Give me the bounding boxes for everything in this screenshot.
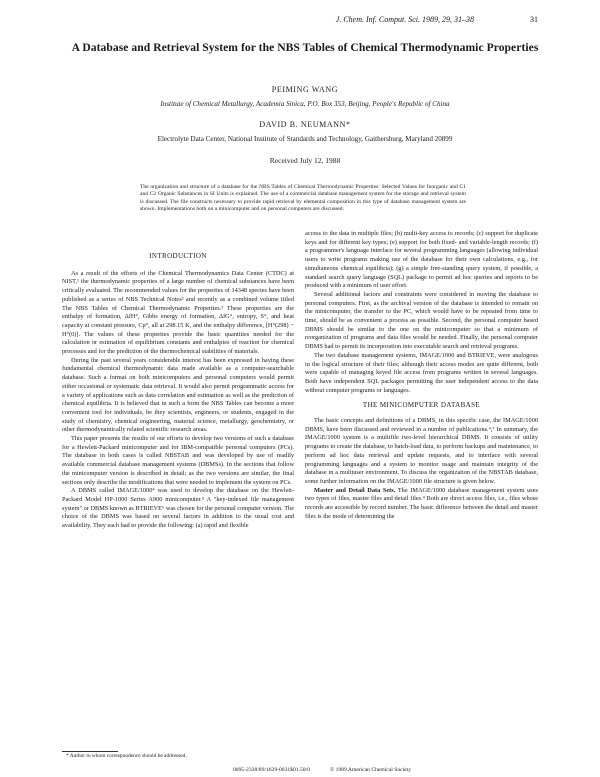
paragraph: As a result of the efforts of the Chemical Thermodynamics Data Center (CTDC) at NIST,¹ the thermodynamic properties of a large number of chemical substances have been critically evaluated. The recommended values for the properties of 14348 species have been published as a series of NBS Technical Notes² and recently as a combined volume titled The NBS Tables of Chemical Thermodynamic Properties.³ These properties are the enthalpy of formation, ΔfH°, Gibbs energy of formation, ΔfG°, entropy, S°, and heat capacity at constant pressure, Cp°, all at 298.15 K, and the enthalpy difference, [H°(298) − H°(0)]. The values of these properties provide the basic quantities needed for the calculation or estimation of equilibrium constants and enthalpies of reaction for chemical processes and for the prediction of the thermochemical stabilities of materials. — [62, 269, 294, 356]
left-column — [62, 240, 294, 531]
paragraph: This paper presents the results of our efforts to develop two versions of such a database for a Hewlett-Packard minicomputer and for IBM-compatible personal computers (PCs). The database in both cases is called NBSTAB and was developed by use of readily available commercial database management systems (DBMSs). In the sections that follow the minicomputer version is described in detail; as the two versions are similar, the final sections only describe the modifications that were needed to implement the system on PCs. — [62, 435, 294, 486]
article-title: A Database and Retrieval System for the NBS Tables of Chemical Thermodynamic Properties — [71, 41, 539, 54]
page-footer — [0, 767, 600, 777]
copyright: © 1989 American Chemical Society — [330, 767, 411, 773]
paragraph: access to the data in multiple files; (b) multi-key access to records; (c) support for duplicate keys and for different key types; (e) support for both fixed- and variable-length records; (f) a programmer's language interface for several programming languages (allowing individual users to write programs making use of the database for their own calculations, e.g., for simultaneous chemical equilibria); (g) a simple free-standing query system, if possible, a standard search query language (SQL) package to permit ad hoc queries and reports to be produced with a minimum of user effort. — [305, 230, 538, 290]
author-name: DAVID B. NEUMANN* — [259, 120, 351, 129]
paragraph-text: The IMAGE/1000 database management system uses two types of files, master files and detail files.⁴ Both are direct access files, i.e., files whose records are accessible by record number. The basic difference between the detail and master files is the mode of determining the — [305, 486, 538, 520]
footnote-rule — [62, 751, 118, 752]
abstract: The organization and structure of a database for the NBS Tables of Chemical Thermodynamic Properties: Selected Values for Inorganic and C1 and C2 Organic Substances in SI Units is explained. The use of a commercial database management system for the storage and retrieval system is discussed. The file constructs necessary to provide rapid retrieval by elemental composition in this type of database management system are shown. Implementations both on a minicomputer and on personal computers are discussed. — [140, 184, 466, 212]
paragraph: During the past several years considerable interest has been expressed in having these fundamental chemical thermodynamic data made available as a computer-searchable database. Such a format on both minicomputers and personal computers would permit either occasional or systematic data retrieval. It would also permit programmatic access for a variety of applications such as data correlation and estimation as well as the prediction of chemical equilibria. It is believed that in such a form the NBS Tables can become a more convenient tool for individuals, be they scientists, engineers, or students, engaged in the study of chemistry, chemical engineering, material science, metallurgy, geochemistry, or other thermodynamically related scientific research areas. — [62, 356, 294, 434]
page-number: 31 — [530, 15, 538, 24]
author-affiliation: Electrolyte Data Center, National Institute of Standards and Technology, Gaithersburg, Maryland 20899 — [157, 135, 453, 143]
article-code: 0095-2338/89/1629-0031$01.50/0 — [233, 767, 310, 773]
author-affiliation: Institute of Chemical Metallurgy, Academia Sinica, P.O. Box 353, Beijing, People's Republic of China — [160, 100, 450, 108]
paragraph: The two database management systems, IMAGE/1000 and BTRIEVE, were analogous in the logical structure of their files; although their access modes are quite different, both were capable of managing keyed file access from programs written in several languages. Both have independent SQL packages permitting the user independent access to the data without computer programs or languages. — [305, 351, 538, 394]
paragraph — [305, 487, 538, 522]
footnote: * Author to whom correspondence should be addressed. — [66, 753, 187, 759]
paragraph: Several additional factors and constraints were considered in moving the database to personal computers. First, as the archival version of the database is intended to remain on the minicomputer, the transfer to the PC, which would have to be repeated from time to time, should be as convenient a process as possible. Second, the personal computer based DBMS should be similar to the one on the minicomputer so that a minimum of reorganization of programs and data files would be needed. Finally, the personal computer DBMS had to permit its incorporation into executable search and retrieval programs. — [305, 290, 538, 351]
right-column — [305, 230, 538, 522]
paragraph: The basic concepts and definitions of a DBMS, in this specific case, the IMAGE/1000 DBMS, have been discussed and reviewed in a number of publications.⁴,⁷ In summary, the IMAGE/1000 system is a multifile two-level hierarchical DBMS. It consists of utility programs to create the database, to batch-load data, to perform backups and maintenance, to perform ad hoc data retrieval and update requests, and to interface with several programming languages and a system to monitor usage and maintain integrity of the database in a multiuser environment. To discuss the organization of the NBSTAB database, some further information on the IMAGE/1000 file structure is given below. — [305, 417, 538, 485]
run-in-heading: Master and Detail Data Sets. — [314, 486, 396, 494]
journal-citation: J. Chem. Inf. Comput. Sci. 1989, 29, 31–38 — [335, 15, 474, 24]
author-name: PEIMING WANG — [271, 85, 339, 94]
received-date: Received July 12, 1988 — [269, 156, 341, 165]
running-header — [0, 15, 600, 29]
paragraph: A DBMS called IMAGE/1000⁴ was used to develop the database on the Hewlett-Packard Model HP-1000 Series A900 minicomputer.⁵ A "key-indexed file management system" or DBMS known as BTRIEVE⁶ was chosen for the personal computer version. The choice of the DBMS was based on several factors in addition to the usual cost and availability. They each had to provide the following: (a) rapid and flexible — [62, 487, 294, 530]
section-heading-minicomputer-database: THE MINICOMPUTER DATABASE — [362, 401, 481, 410]
section-heading-introduction: INTRODUCTION — [149, 252, 207, 260]
